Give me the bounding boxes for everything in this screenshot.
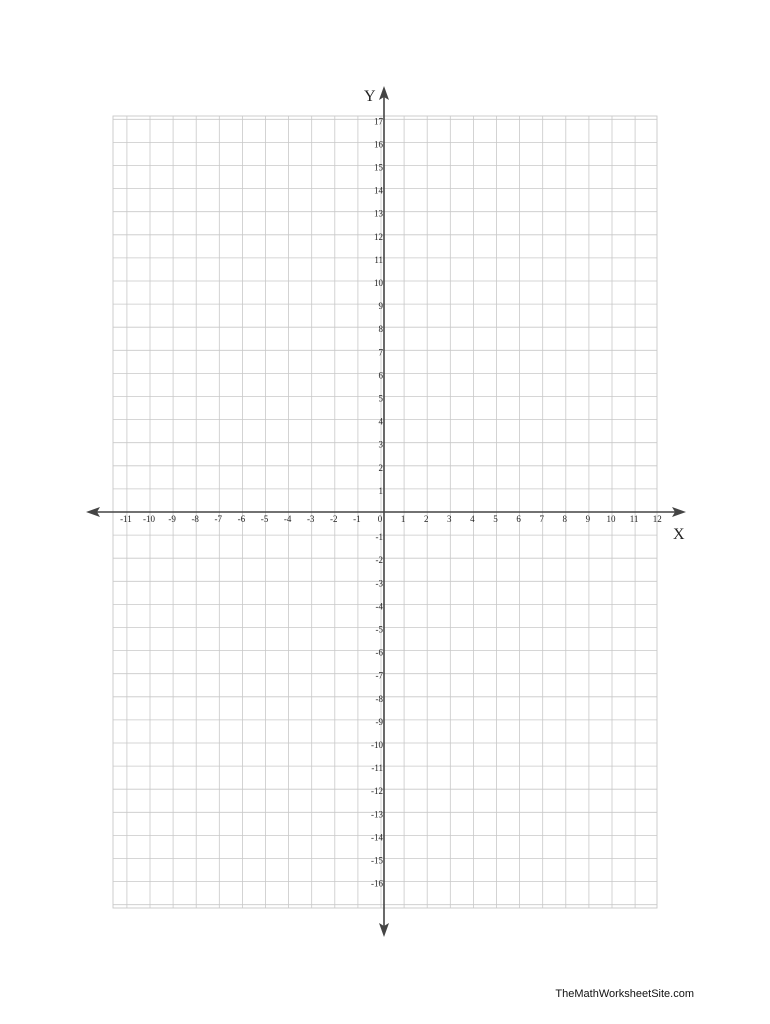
- y-tick-label: 7: [378, 347, 383, 358]
- y-tick-label: 16: [374, 139, 383, 150]
- y-tick-label: 9: [378, 301, 383, 312]
- x-tick-label: -8: [191, 514, 199, 524]
- y-tick-label: 17: [374, 116, 383, 127]
- x-tick-label: -11: [120, 514, 132, 524]
- y-tick-label: -6: [375, 647, 383, 658]
- x-tick-label: -10: [143, 514, 155, 524]
- source-credit: TheMathWorksheetSite.com: [555, 988, 694, 1000]
- y-tick-label: -15: [371, 855, 383, 866]
- y-tick-label: -12: [371, 786, 383, 797]
- y-tick-label: 15: [374, 162, 383, 173]
- y-tick-label: -16: [371, 878, 383, 889]
- y-tick-label: 8: [378, 324, 383, 335]
- y-tick-label: -5: [375, 624, 383, 635]
- y-tick-label: -9: [375, 716, 383, 727]
- x-tick-label: -9: [168, 514, 176, 524]
- y-tick-label: 4: [378, 416, 383, 427]
- x-tick-label: 8: [562, 514, 568, 524]
- x-tick-label: 11: [629, 514, 639, 524]
- y-tick-label: 14: [374, 185, 383, 196]
- y-tick-label: 13: [374, 208, 383, 219]
- y-tick-label: -13: [371, 809, 383, 820]
- y-tick-labels: [371, 116, 384, 888]
- x-tick-label: 5: [493, 514, 498, 524]
- y-tick-label: -8: [375, 693, 383, 704]
- x-axis-label: X: [673, 526, 685, 543]
- x-tick-label: 3: [447, 514, 452, 524]
- y-tick-label: -4: [375, 601, 383, 612]
- x-tick-label: -6: [237, 514, 246, 524]
- y-tick-label: -7: [375, 670, 383, 681]
- y-tick-label: 12: [374, 231, 383, 242]
- y-axis-label: Y: [364, 88, 376, 105]
- x-tick-label: -2: [330, 514, 338, 524]
- y-tick-label: 6: [378, 370, 383, 381]
- x-tick-label: 7: [539, 514, 544, 524]
- x-tick-label: 9: [585, 514, 591, 524]
- x-tick-label: 10: [606, 514, 616, 524]
- x-tick-label: 0: [377, 514, 383, 524]
- y-tick-label: -1: [375, 532, 383, 543]
- x-tick-labels: [120, 514, 662, 524]
- x-tick-label: -7: [214, 514, 223, 524]
- y-tick-label: 2: [378, 462, 383, 473]
- y-tick-label: -14: [371, 832, 383, 843]
- y-tick-label: -3: [375, 578, 383, 589]
- x-tick-label: -3: [306, 514, 315, 524]
- y-tick-label: -2: [375, 555, 383, 566]
- axes: [86, 86, 686, 937]
- x-tick-label: 6: [516, 514, 521, 524]
- x-tick-label: 2: [423, 514, 429, 524]
- x-tick-label: -1: [353, 514, 361, 524]
- y-tick-label: 5: [378, 393, 383, 404]
- y-tick-label: 10: [374, 278, 383, 288]
- x-tick-label: 12: [652, 514, 662, 524]
- x-tick-label: -4: [283, 514, 292, 524]
- x-tick-label: 1: [400, 514, 406, 524]
- x-tick-label: -5: [260, 514, 269, 524]
- y-tick-label: 11: [374, 254, 383, 265]
- y-tick-label: -11: [371, 763, 383, 774]
- y-tick-label: 3: [378, 439, 383, 450]
- x-tick-label: 4: [470, 514, 475, 524]
- y-tick-label: 1: [378, 485, 383, 496]
- y-tick-label: -10: [371, 740, 383, 750]
